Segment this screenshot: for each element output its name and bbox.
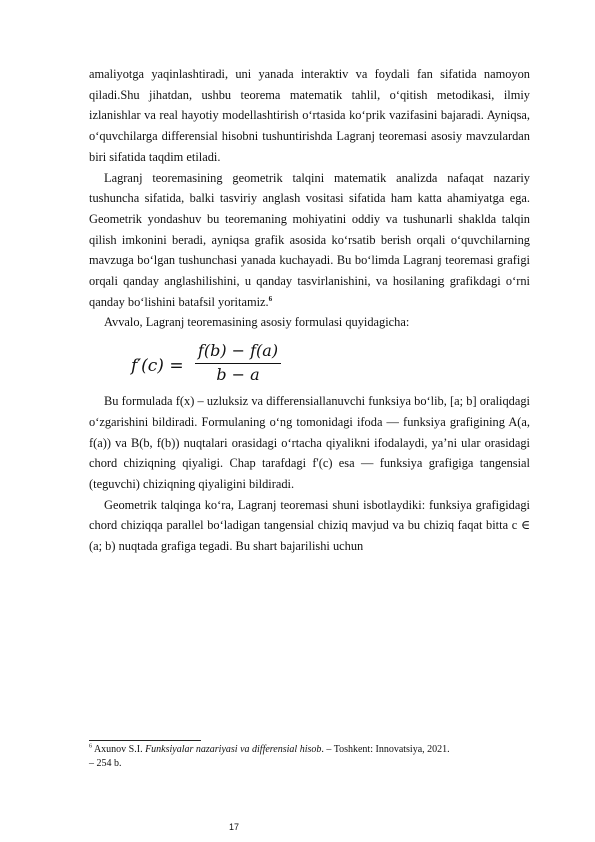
formula-numerator: f(b) − f(a) (197, 341, 279, 361)
footnote-reference: 6 (268, 294, 273, 303)
footnote-author: Axunov S.I. (93, 744, 143, 755)
paragraph-formula-intro: Avvalo, Lagranj teoremasining asosiy formulasi quyidagicha: (104, 315, 410, 330)
footnote-title: Funksiyalar nazariyasi va differensial hisob (145, 744, 322, 755)
paragraph-text: Lagranj teoremasining geometrik talqini matematik analizda nafaqat nazariy tushuncha sifatida, balki tasviriy anglash vositasi sifatida ham katta ahamiyatga ega. Geometrik yondashuv bu teoremaning mohiyatini oddiy va tushunarli shaklda talqin qilish imkonini beradi, ayniqsa grafik asosida ko‘rsatib berish orqali o‘quvchilarning mavzuga bo‘lgan tushunchasi yanada kuchayadi. Bu bo‘limda Lagranj teoremasi grafigi orqali qanday anglashilishini, u qanday tasvirlanishini, va hosilaning grafikdagi o‘rni qanday bo‘lishini batafsil yoritamiz. (89, 170, 530, 309)
paragraph-continuation: amaliyotga yaqinlashtiradi, uni yanada interaktiv va foydali fan sifatida namoyon qiladi.Shu jihatdan, ushbu teorema matematik tahlil, o‘qitish metodikasi, ilmiy izlanishlar va real hayotiy modellashtirish o‘rtasida ko‘prik vazifasini bajaradi. Ayniqsa, o‘quvchilarga differensial hisobni tushuntirishda Lagranj teoremasi asosiy mavzulardan biri sifatida taqdim etiladi. (89, 67, 530, 164)
footnote-pages: – 254 b. (89, 758, 122, 769)
footnote-publisher: . – Toshkent: Innovatsiya, 2021. (321, 744, 450, 755)
formula-fraction (195, 341, 281, 385)
paragraph-geometric-interpretation (89, 168, 530, 313)
footnote-mark: 6 (89, 743, 92, 750)
footnote (89, 743, 539, 771)
page-number: 17 (229, 822, 240, 832)
fraction-bar (195, 363, 281, 364)
footnote-divider (89, 740, 201, 741)
body-text (89, 64, 530, 557)
paragraph-geometric-meaning: Geometrik talqinga ko‘ra, Lagranj teoremasi shuni isbotlaydiki: funksiya grafigidagi chord chiziqqa parallel bo‘ladigan tangensial chiziq mavjud va bu chiziq faqat bitta c ∈ (a; b) nuqtada grafiga tegadi. Bu shart bajarilishi uchun (89, 497, 530, 554)
lagrange-formula (89, 333, 530, 391)
formula-denominator: b − a (216, 365, 260, 385)
paragraph-formula-explanation: Bu formulada f(x) – uzluksiz va differensiallanuvchi funksiya bo‘lib, [a; b] oraliqdagi o‘zgarishini bildiradi. Formulaning o‘ng tomonidagi ifoda — funksiya grafigining A(a, f(a)) va B(b, f(b)) nuqtalari orasidagi o‘rtacha qiyalikni ifodalaydi, ya’ni ular orasidagi chord chiziqning qiyaligi. Chap tarafdagi f'(c) esa — funksiya grafigiga tangensial (teguvchi) chiziqning qiyaligini bildiradi. (89, 394, 530, 491)
formula-lhs: f′(c) = (131, 356, 184, 377)
